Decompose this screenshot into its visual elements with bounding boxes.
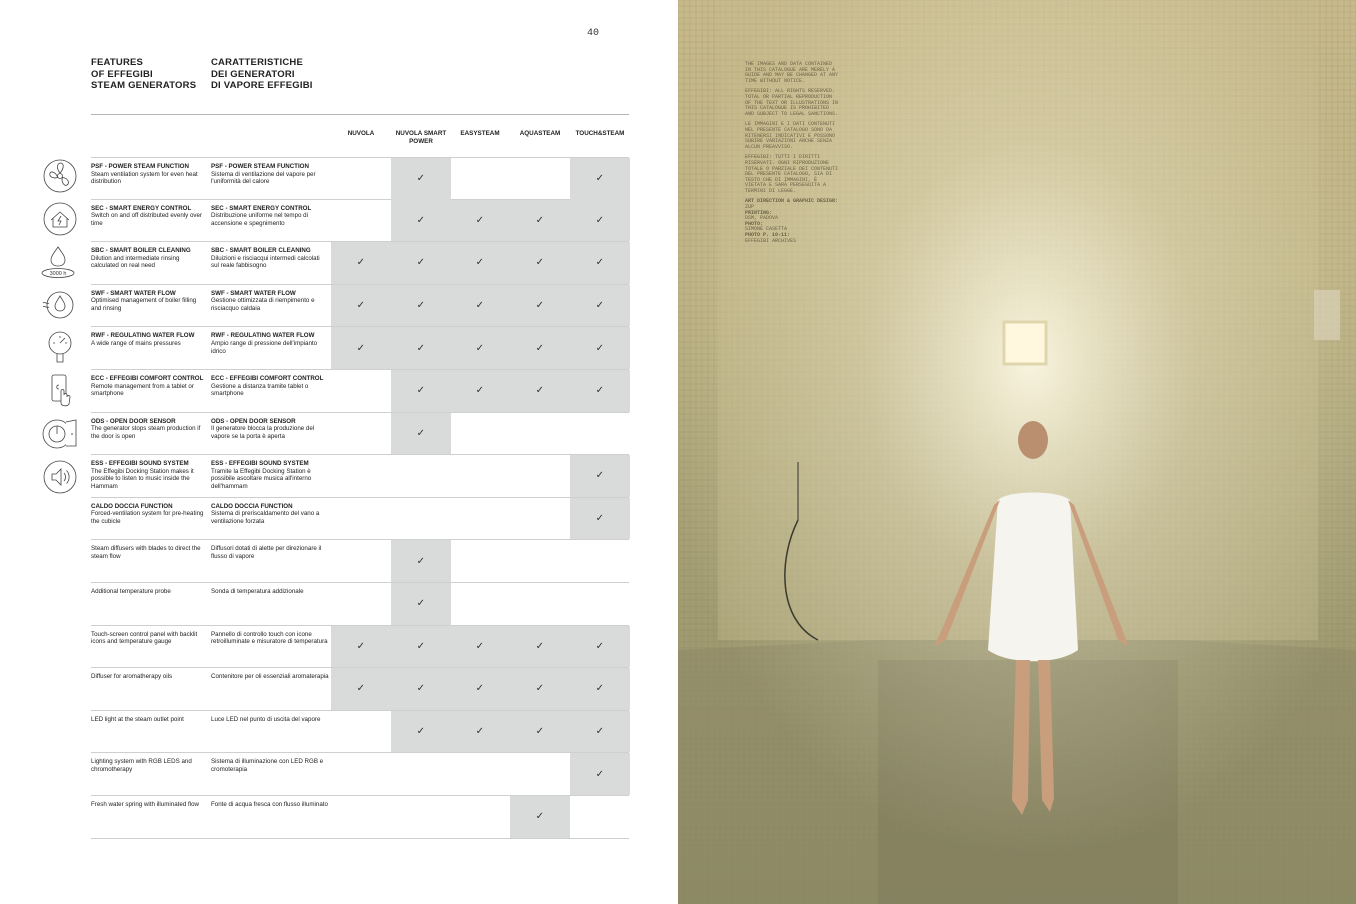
check-icon: ✓ bbox=[595, 726, 604, 738]
page-number: 40 bbox=[587, 28, 600, 39]
availability-cell bbox=[331, 753, 391, 795]
availability-cell bbox=[510, 583, 570, 625]
check-icon: ✓ bbox=[535, 342, 544, 354]
feature-description: Distribuzione uniforme nel tempo di accensione e spegnimento bbox=[211, 212, 308, 227]
heading-divider bbox=[91, 114, 629, 115]
credits-art-label: ART DIRECTION & GRAPHIC DESIGN: bbox=[745, 198, 839, 205]
feature-description: Switch on and off distributed evenly over time bbox=[91, 212, 202, 227]
availability-cell bbox=[391, 711, 451, 753]
column-header-aquasteam: AQUASTEAM bbox=[519, 130, 561, 137]
availability-cell bbox=[391, 753, 451, 795]
check-icon: ✓ bbox=[535, 683, 544, 695]
feature-en-cell bbox=[91, 205, 206, 228]
availability-cell bbox=[331, 327, 391, 369]
availability-cell bbox=[570, 370, 630, 412]
availability-cell bbox=[391, 455, 451, 497]
check-icon: ✓ bbox=[356, 640, 365, 652]
feature-it-cell bbox=[211, 758, 329, 773]
table-row bbox=[91, 157, 629, 200]
check-icon: ✓ bbox=[475, 385, 484, 397]
availability-cell bbox=[450, 200, 510, 242]
table-row bbox=[91, 626, 629, 669]
availability-cell bbox=[391, 370, 451, 412]
feature-it-cell bbox=[211, 205, 329, 228]
feature-it-cell bbox=[211, 801, 329, 809]
column-header-nuvola: NUVOLA bbox=[347, 130, 375, 137]
feature-description: Fonte di acqua fresca con flusso illuminato bbox=[211, 800, 328, 808]
feature-title: PSF - POWER STEAM FUNCTION bbox=[91, 163, 189, 170]
feature-it-cell bbox=[211, 716, 329, 724]
check-icon: ✓ bbox=[356, 300, 365, 312]
feature-description: Additional temperature probe bbox=[91, 587, 171, 595]
feature-description: Sistema di preriscaldamento del vano a ventilazione forzata bbox=[211, 510, 320, 525]
check-icon: ✓ bbox=[595, 513, 604, 525]
feature-title: ESS - EFFEGIBI SOUND SYSTEM bbox=[91, 460, 189, 468]
feature-it-cell bbox=[211, 418, 329, 441]
heading-en-line: OF EFFEGIBI bbox=[91, 68, 153, 80]
check-icon: ✓ bbox=[416, 342, 425, 354]
check-icon: ✓ bbox=[595, 257, 604, 269]
feature-en-cell bbox=[91, 332, 206, 347]
feature-description: Ampio range di pressione dell'impianto idrico bbox=[211, 339, 318, 355]
availability-cell bbox=[391, 413, 451, 455]
check-icon: ✓ bbox=[475, 683, 484, 695]
feature-description: Steam diffusers with blades to direct the steam flow bbox=[91, 545, 201, 560]
feature-it-cell bbox=[211, 673, 329, 681]
availability-cell bbox=[331, 583, 391, 625]
check-icon: ✓ bbox=[416, 598, 425, 610]
check-icon: ✓ bbox=[475, 214, 484, 226]
feature-en-cell bbox=[91, 163, 206, 186]
feature-title: RWF - REGULATING WATER FLOW bbox=[211, 332, 315, 340]
feature-it-cell bbox=[211, 247, 329, 270]
availability-cell bbox=[570, 583, 630, 625]
availability-cell bbox=[510, 796, 570, 838]
open-door-sensor-icon bbox=[39, 416, 81, 452]
availability-cell bbox=[331, 200, 391, 242]
fan-icon bbox=[39, 158, 81, 194]
check-icon: ✓ bbox=[475, 342, 484, 354]
feature-it-cell bbox=[211, 503, 329, 526]
availability-cell bbox=[510, 413, 570, 455]
availability-cell bbox=[510, 626, 570, 668]
table-row bbox=[91, 200, 629, 243]
speaker-icon bbox=[39, 459, 81, 495]
availability-cell bbox=[391, 158, 451, 200]
credits-photo-value: SIMONE CASETTA bbox=[745, 226, 788, 233]
feature-title: PSF - POWER STEAM FUNCTION bbox=[211, 163, 309, 170]
smart-energy-icon bbox=[39, 201, 81, 237]
check-icon: ✓ bbox=[595, 385, 604, 397]
feature-en-cell bbox=[91, 631, 206, 646]
check-icon: ✓ bbox=[356, 342, 365, 354]
availability-cell bbox=[450, 158, 510, 200]
availability-cell bbox=[570, 200, 630, 242]
feature-comparison-table bbox=[91, 157, 629, 839]
check-icon: ✓ bbox=[356, 257, 365, 269]
feature-description: Steam ventilation system for even heat distribution bbox=[91, 170, 198, 186]
credits-staff bbox=[745, 199, 840, 244]
availability-cell bbox=[450, 796, 510, 838]
boiler-cleaning-icon bbox=[39, 243, 81, 279]
check-icon: ✓ bbox=[475, 640, 484, 652]
availability-cell bbox=[570, 455, 630, 497]
availability-cell bbox=[391, 583, 451, 625]
availability-cell bbox=[331, 796, 391, 838]
check-icon: ✓ bbox=[595, 300, 604, 312]
check-icon: ✓ bbox=[595, 173, 604, 185]
check-icon: ✓ bbox=[416, 385, 425, 397]
availability-cell bbox=[450, 285, 510, 327]
availability-cell bbox=[331, 285, 391, 327]
credits-print-label: PRINTING: bbox=[745, 209, 773, 216]
table-row bbox=[91, 370, 629, 413]
check-icon: ✓ bbox=[416, 214, 425, 226]
availability-cell bbox=[510, 668, 570, 710]
table-row bbox=[91, 498, 629, 541]
credits-art-value: ZUP bbox=[745, 204, 755, 211]
feature-it-cell bbox=[211, 332, 329, 355]
availability-cell bbox=[331, 668, 391, 710]
availability-cell bbox=[570, 285, 630, 327]
table-row bbox=[91, 583, 629, 626]
table-row bbox=[91, 327, 629, 370]
table-row bbox=[91, 796, 629, 839]
availability-cell bbox=[450, 242, 510, 284]
availability-cell bbox=[391, 498, 451, 540]
availability-cell bbox=[391, 242, 451, 284]
feature-description: Tramite la Effegibi Docking Station è possibile ascoltare musica all'interno dell'hammam bbox=[211, 467, 312, 490]
credits-photo-label: PHOTO: bbox=[745, 220, 764, 227]
check-icon: ✓ bbox=[416, 173, 425, 185]
feature-title: CALDO DOCCIA FUNCTION bbox=[91, 502, 173, 510]
availability-cell bbox=[510, 285, 570, 327]
table-row bbox=[91, 540, 629, 583]
availability-cell bbox=[570, 540, 630, 582]
feature-description: Lighting system with RGB LEDS and chromotherapy bbox=[91, 758, 192, 773]
check-icon: ✓ bbox=[535, 257, 544, 269]
availability-cell bbox=[391, 540, 451, 582]
feature-description: Contenitore per oli essenziali aromaterapia bbox=[211, 673, 329, 681]
feature-it-cell bbox=[211, 163, 329, 186]
feature-description: Sistema di illuminazione con LED RGB e cromoterapia bbox=[211, 758, 324, 773]
feature-title: ODS - OPEN DOOR SENSOR bbox=[91, 417, 176, 425]
feature-description: Remote management from a tablet or smartphone bbox=[91, 382, 194, 398]
check-icon: ✓ bbox=[595, 342, 604, 354]
heading-it-line: CARATTERISTICHE bbox=[211, 57, 304, 68]
smartphone-control-icon bbox=[39, 373, 81, 409]
feature-en-cell bbox=[91, 716, 206, 724]
feature-en-cell bbox=[91, 503, 206, 526]
feature-title: CALDO DOCCIA FUNCTION bbox=[211, 502, 293, 510]
heading-english bbox=[91, 57, 196, 92]
credits-rights-it: EFFEGIBI: TUTTI I DIRITTI RISERVATI. OGNI RIPRODUZIONE TOTALE O PARZIALE DEI CONTENUTI DEL PRESENTE CATALOGO, SIA DI TESTO CHE DI IMMAGINI, È VIETATA E SARÀ PERSEGUITA A TERMINI DI LEGGE. bbox=[745, 154, 839, 194]
availability-cell bbox=[391, 796, 451, 838]
check-icon: ✓ bbox=[475, 726, 484, 738]
availability-cell bbox=[391, 285, 451, 327]
table-row bbox=[91, 285, 629, 328]
feature-title: ECC - EFFEGIBI COMFORT CONTROL bbox=[91, 374, 204, 382]
feature-description: Forced-ventilation system for pre-heating the cubicle bbox=[91, 510, 204, 525]
feature-en-cell bbox=[91, 545, 206, 560]
check-icon: ✓ bbox=[416, 555, 425, 567]
feature-description: Luce LED nel punto di uscita del vapore bbox=[211, 715, 321, 723]
feature-it-cell bbox=[211, 460, 329, 490]
availability-cell bbox=[450, 455, 510, 497]
availability-cell bbox=[450, 540, 510, 582]
check-icon: ✓ bbox=[595, 470, 604, 482]
check-icon: ✓ bbox=[416, 726, 425, 738]
check-icon: ✓ bbox=[356, 683, 365, 695]
pressure-valve-icon bbox=[39, 329, 81, 365]
feature-description: The Effegibi Docking Station makes it possible to listen to music inside the Hammam bbox=[91, 467, 194, 490]
feature-description: Optimised management of boiler filling and rinsing bbox=[91, 297, 197, 312]
feature-it-cell bbox=[211, 631, 329, 646]
availability-cell bbox=[510, 327, 570, 369]
check-icon: ✓ bbox=[535, 811, 544, 823]
availability-cell bbox=[570, 413, 630, 455]
feature-title: SBC - SMART BOILER CLEANING bbox=[211, 247, 311, 255]
feature-description: Pannello di controllo touch con icone retroilluminate e misuratore di temperatura bbox=[211, 630, 328, 646]
availability-cell bbox=[331, 158, 391, 200]
heading-italian bbox=[211, 57, 313, 92]
feature-title: SEC - SMART ENERGY CONTROL bbox=[91, 204, 192, 212]
feature-description: Fresh water spring with illuminated flow bbox=[91, 800, 199, 808]
availability-cell bbox=[450, 498, 510, 540]
boiler-hours-label: 3000 h bbox=[49, 271, 67, 277]
availability-cell bbox=[510, 158, 570, 200]
feature-it-cell bbox=[211, 545, 329, 560]
check-icon: ✓ bbox=[535, 300, 544, 312]
feature-description: The generator stops steam production if the door is open bbox=[91, 425, 201, 440]
check-icon: ✓ bbox=[595, 683, 604, 695]
column-header-nuvola-smart-power: NUVOLA SMART POWER bbox=[395, 130, 447, 145]
check-icon: ✓ bbox=[535, 385, 544, 397]
feature-en-cell bbox=[91, 758, 206, 773]
availability-cell bbox=[450, 583, 510, 625]
feature-description: Diffuser for aromatherapy oils bbox=[91, 673, 173, 681]
feature-description: Gestione a distanza tramite tablet o smartphone bbox=[211, 382, 309, 398]
table-row bbox=[91, 242, 629, 285]
feature-description: Dilution and intermediate rinsing calculated on real need bbox=[91, 254, 180, 270]
check-icon: ✓ bbox=[595, 768, 604, 780]
heading-en-line: STEAM GENERATORS bbox=[91, 80, 197, 91]
availability-cell bbox=[331, 626, 391, 668]
availability-cell bbox=[570, 711, 630, 753]
availability-cell bbox=[570, 668, 630, 710]
availability-cell bbox=[450, 626, 510, 668]
availability-cell bbox=[570, 242, 630, 284]
availability-cell bbox=[510, 540, 570, 582]
credits-photo2-value: EFFEGIBI ARCHIVES bbox=[745, 237, 797, 244]
availability-cell bbox=[570, 626, 630, 668]
feature-it-cell bbox=[211, 375, 329, 398]
check-icon: ✓ bbox=[416, 300, 425, 312]
check-icon: ✓ bbox=[535, 214, 544, 226]
table-row bbox=[91, 753, 629, 796]
availability-cell bbox=[331, 540, 391, 582]
feature-en-cell bbox=[91, 801, 206, 809]
feature-en-cell bbox=[91, 673, 206, 681]
feature-en-cell bbox=[91, 460, 206, 490]
column-header-easysteam: EASYSTEAM bbox=[460, 130, 500, 137]
feature-title: SEC - SMART ENERGY CONTROL bbox=[211, 204, 312, 212]
column-header-touch-steam: TOUCH&STEAM bbox=[575, 130, 625, 137]
feature-title: ESS - EFFEGIBI SOUND SYSTEM bbox=[211, 460, 309, 468]
feature-it-cell bbox=[211, 290, 329, 313]
availability-cell bbox=[570, 498, 630, 540]
table-row bbox=[91, 455, 629, 498]
feature-title: SBC - SMART BOILER CLEANING bbox=[91, 247, 191, 255]
availability-cell bbox=[510, 711, 570, 753]
check-icon: ✓ bbox=[416, 257, 425, 269]
feature-description: Gestione ottimizzata di riempimento e risciacquo caldaia bbox=[211, 297, 315, 312]
check-icon: ✓ bbox=[535, 726, 544, 738]
feature-description: Il generatore blocca la produzione del vapore se la porta è aperta bbox=[211, 425, 315, 440]
availability-cell bbox=[450, 753, 510, 795]
availability-cell bbox=[570, 158, 630, 200]
availability-cell bbox=[331, 455, 391, 497]
check-icon: ✓ bbox=[595, 640, 604, 652]
catalogue-credits bbox=[745, 62, 840, 249]
availability-cell bbox=[510, 753, 570, 795]
check-icon: ✓ bbox=[535, 640, 544, 652]
check-icon: ✓ bbox=[475, 300, 484, 312]
availability-cell bbox=[331, 413, 391, 455]
availability-cell bbox=[391, 626, 451, 668]
feature-description: Sistema di ventilazione del vapore per l'uniformità del calore bbox=[211, 170, 316, 186]
availability-cell bbox=[510, 455, 570, 497]
heading-it-line: DEI GENERATORI bbox=[211, 68, 295, 80]
feature-description: A wide range of mains pressures bbox=[91, 339, 181, 347]
heading-it-line: DI VAPORE EFFEGIBI bbox=[211, 80, 313, 91]
feature-title: ODS - OPEN DOOR SENSOR bbox=[211, 417, 296, 425]
check-icon: ✓ bbox=[416, 683, 425, 695]
availability-cell bbox=[510, 498, 570, 540]
availability-cell bbox=[570, 796, 630, 838]
feature-description: LED light at the steam outlet point bbox=[91, 715, 184, 723]
feature-description: Sonda di temperatura addizionale bbox=[211, 587, 304, 595]
check-icon: ✓ bbox=[475, 257, 484, 269]
credits-disclaimer-en: THE IMAGES AND DATA CONTAINED IN THIS CATALOGUE ARE MERELY A GUIDE AND MAY BE CHANGED AT ANY TIME WITHOUT NOTICE. bbox=[745, 61, 839, 84]
check-icon: ✓ bbox=[595, 214, 604, 226]
availability-cell bbox=[331, 242, 391, 284]
credits-rights-en: EFFEGIBI: ALL RIGHTS RESERVED. TOTAL OR PARTIAL REPRODUCTION OF THE TEXT OR ILLUSTRATIONS IN THIS CATALOGUE IS PROHIBITED AND SUBJECT TO LEGAL SANCTIONS. bbox=[745, 88, 839, 117]
feature-description: Diffusori dotati di alette per direzionare il flusso di vapore bbox=[211, 545, 322, 560]
feature-en-cell bbox=[91, 247, 206, 270]
check-icon: ✓ bbox=[416, 427, 425, 439]
feature-it-cell bbox=[211, 588, 329, 596]
feature-title: ECC - EFFEGIBI COMFORT CONTROL bbox=[211, 374, 324, 382]
feature-en-cell bbox=[91, 588, 206, 596]
water-flow-icon bbox=[39, 287, 81, 323]
feature-en-cell bbox=[91, 418, 206, 441]
availability-cell bbox=[450, 413, 510, 455]
availability-cell bbox=[450, 327, 510, 369]
feature-title: SWF - SMART WATER FLOW bbox=[211, 289, 296, 297]
availability-cell bbox=[331, 711, 391, 753]
table-row bbox=[91, 413, 629, 456]
availability-cell bbox=[450, 668, 510, 710]
credits-disclaimer-it: LE IMMAGINI E I DATI CONTENUTI NEL PRESENTE CATALOGO SONO DA RITENERSI INDICATIVI E POSSONO SUBIRE VARIAZIONI ANCHE SENZA ALCUN PREAVVISO. bbox=[745, 121, 836, 150]
availability-cell bbox=[510, 370, 570, 412]
feature-en-cell bbox=[91, 290, 206, 313]
availability-cell bbox=[450, 370, 510, 412]
feature-description: Diluizioni e risciacqui intermedi calcolati sul reale fabbisogno bbox=[211, 254, 320, 270]
availability-cell bbox=[391, 327, 451, 369]
availability-cell bbox=[331, 498, 391, 540]
availability-cell bbox=[510, 200, 570, 242]
feature-title: SWF - SMART WATER FLOW bbox=[91, 289, 176, 297]
availability-cell bbox=[391, 200, 451, 242]
availability-cell bbox=[510, 242, 570, 284]
feature-description: Touch-screen control panel with backlit icons and temperature gauge bbox=[91, 630, 198, 646]
check-icon: ✓ bbox=[416, 640, 425, 652]
credits-photo2-label: PHOTO P. 10-11: bbox=[745, 232, 791, 239]
availability-cell bbox=[570, 327, 630, 369]
availability-cell bbox=[391, 668, 451, 710]
availability-cell bbox=[570, 753, 630, 795]
heading-en-line: FEATURES bbox=[91, 57, 144, 68]
feature-title: RWF - REGULATING WATER FLOW bbox=[91, 332, 195, 340]
availability-cell bbox=[450, 711, 510, 753]
table-row bbox=[91, 668, 629, 711]
feature-en-cell bbox=[91, 375, 206, 398]
credits-print-value: DSM, PADOVA bbox=[745, 215, 779, 222]
table-row bbox=[91, 711, 629, 754]
availability-cell bbox=[331, 370, 391, 412]
